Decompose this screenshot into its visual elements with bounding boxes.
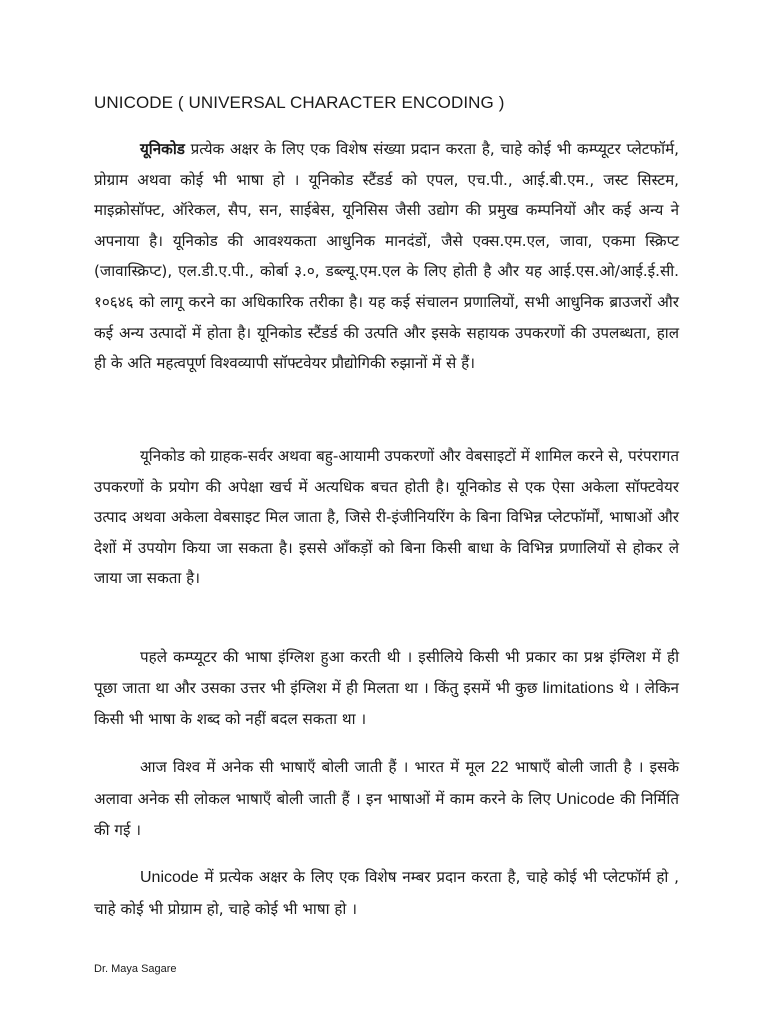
paragraph-text: की निर्मिति की गई ।	[94, 789, 679, 840]
latin-word: limitations	[542, 679, 614, 697]
page-footer-author: Dr. Maya Sagare	[94, 963, 177, 975]
paragraph-text: आज विश्व में अनेक सी भाषाएँ बोली जाती हैं । भारत में मूल	[140, 758, 491, 776]
paragraph-text: यूनिकोड को ग्राहक-सर्वर अथवा बहु-आयामी उपकरणों और वेबसाइटों में शामिल करने से, परंपरागत उपकरणों के प्रयोग की अपेक्षा खर्च में अत्यधिक बचत होती है। यूनिकोड से एक ऐसा अकेला सॉफ्टवेयर उत्पाद अथवा अकेला वेबसाइट मिल जाता है, जिसे री-इंजीनियरिंग के बिना विभिन्न प्लेटफॉर्मों, भाषाओं और देशों में उपयोग किया जा सकता है। इससे आँकड़ों को बिना किसी बाधा के विभिन्न प्रणालियों से होकर ले जाया जा सकता है।	[94, 447, 679, 588]
unicode-term: यूनिकोड	[140, 140, 185, 158]
paragraph-text: भाषाएँ बोली जाती है । इसके अलावा अनेक सी लोकल भाषाएँ बोली जाती हैं । इन भाषाओं में काम करने के लिए	[94, 758, 679, 808]
paragraph-unicode-summary	[94, 862, 679, 924]
paragraph-english-history	[94, 642, 679, 735]
paragraph-text: पहले कम्प्यूटर की भाषा इंग्लिश हुआ करती थी । इसीलिये किसी भी प्रकार का प्रश्न इंग्लिश में ही पूछा जाता था और उसका उत्तर भी इंग्लिश में ही मिलता था । किंतु इसमें भी कुछ	[94, 648, 679, 697]
paragraph-text: में प्रत्येक अक्षर के लिए एक विशेष नम्बर प्रदान करता है, चाहे कोई भी प्लेटफॉर्म हो , चाहे कोई भी प्रोग्राम हो, चाहे कोई भी भाषा हो ।	[94, 868, 679, 918]
language-count: 22	[490, 759, 509, 776]
paragraph-unicode-benefits	[94, 441, 679, 594]
document-title: UNICODE ( UNIVERSAL CHARACTER ENCODING )	[94, 93, 505, 112]
paragraph-unicode-intro	[94, 134, 679, 379]
paragraph-text: थे । लेकिन किसी भी भाषा के शब्द को नहीं बदल सकता था ।	[94, 678, 679, 729]
paragraph-text: प्रत्येक अक्षर के लिए एक विशेष संख्या प्रदान करता है, चाहे कोई भी कम्प्यूटर प्लेटफॉर्म, प्रोग्राम अथवा कोई भी भाषा हो । यूनिकोड स्टैंडर्ड को एपल, एच.पी., आई.बी.एम., जस्ट सिस्टम, माइक्रोसॉफ्ट, ऑरेकल, सैप, सन, साईबेस, यूनिसिस जैसी उद्योग की प्रमुख कम्पनियों और कई अन्य ने अपनाया है। यूनिकोड की आवश्यकता आधुनिक मानदंडों, जैसे एक्स.एम.एल, जावा, एकमा स्क्रिप्ट (जावास्क्रिप्ट), एल.डी.ए.पी., कोर्बा ३.०, डब्ल्यू.एम.एल के लिए होती है और यह आई.एस.ओ/आई.ई.सी. १०६४६ को लागू करने का अधिकारिक तरीका है। यह कई संचालन प्रणालियों, सभी आधुनिक ब्राउजरों और कई अन्य उत्पादों में होता है। यूनिकोड स्टैंडर्ड की उत्पति और इसके सहायक उपकरणों की उपलब्धता, हाल ही के अति महत्वपूर्ण विश्वव्यापी सॉफ्टवेयर प्रौद्योगिकी रुझानों में से हैं।	[94, 140, 679, 373]
latin-word: Unicode	[556, 790, 615, 808]
paragraph-languages	[94, 752, 679, 846]
latin-word: Unicode	[140, 869, 199, 886]
